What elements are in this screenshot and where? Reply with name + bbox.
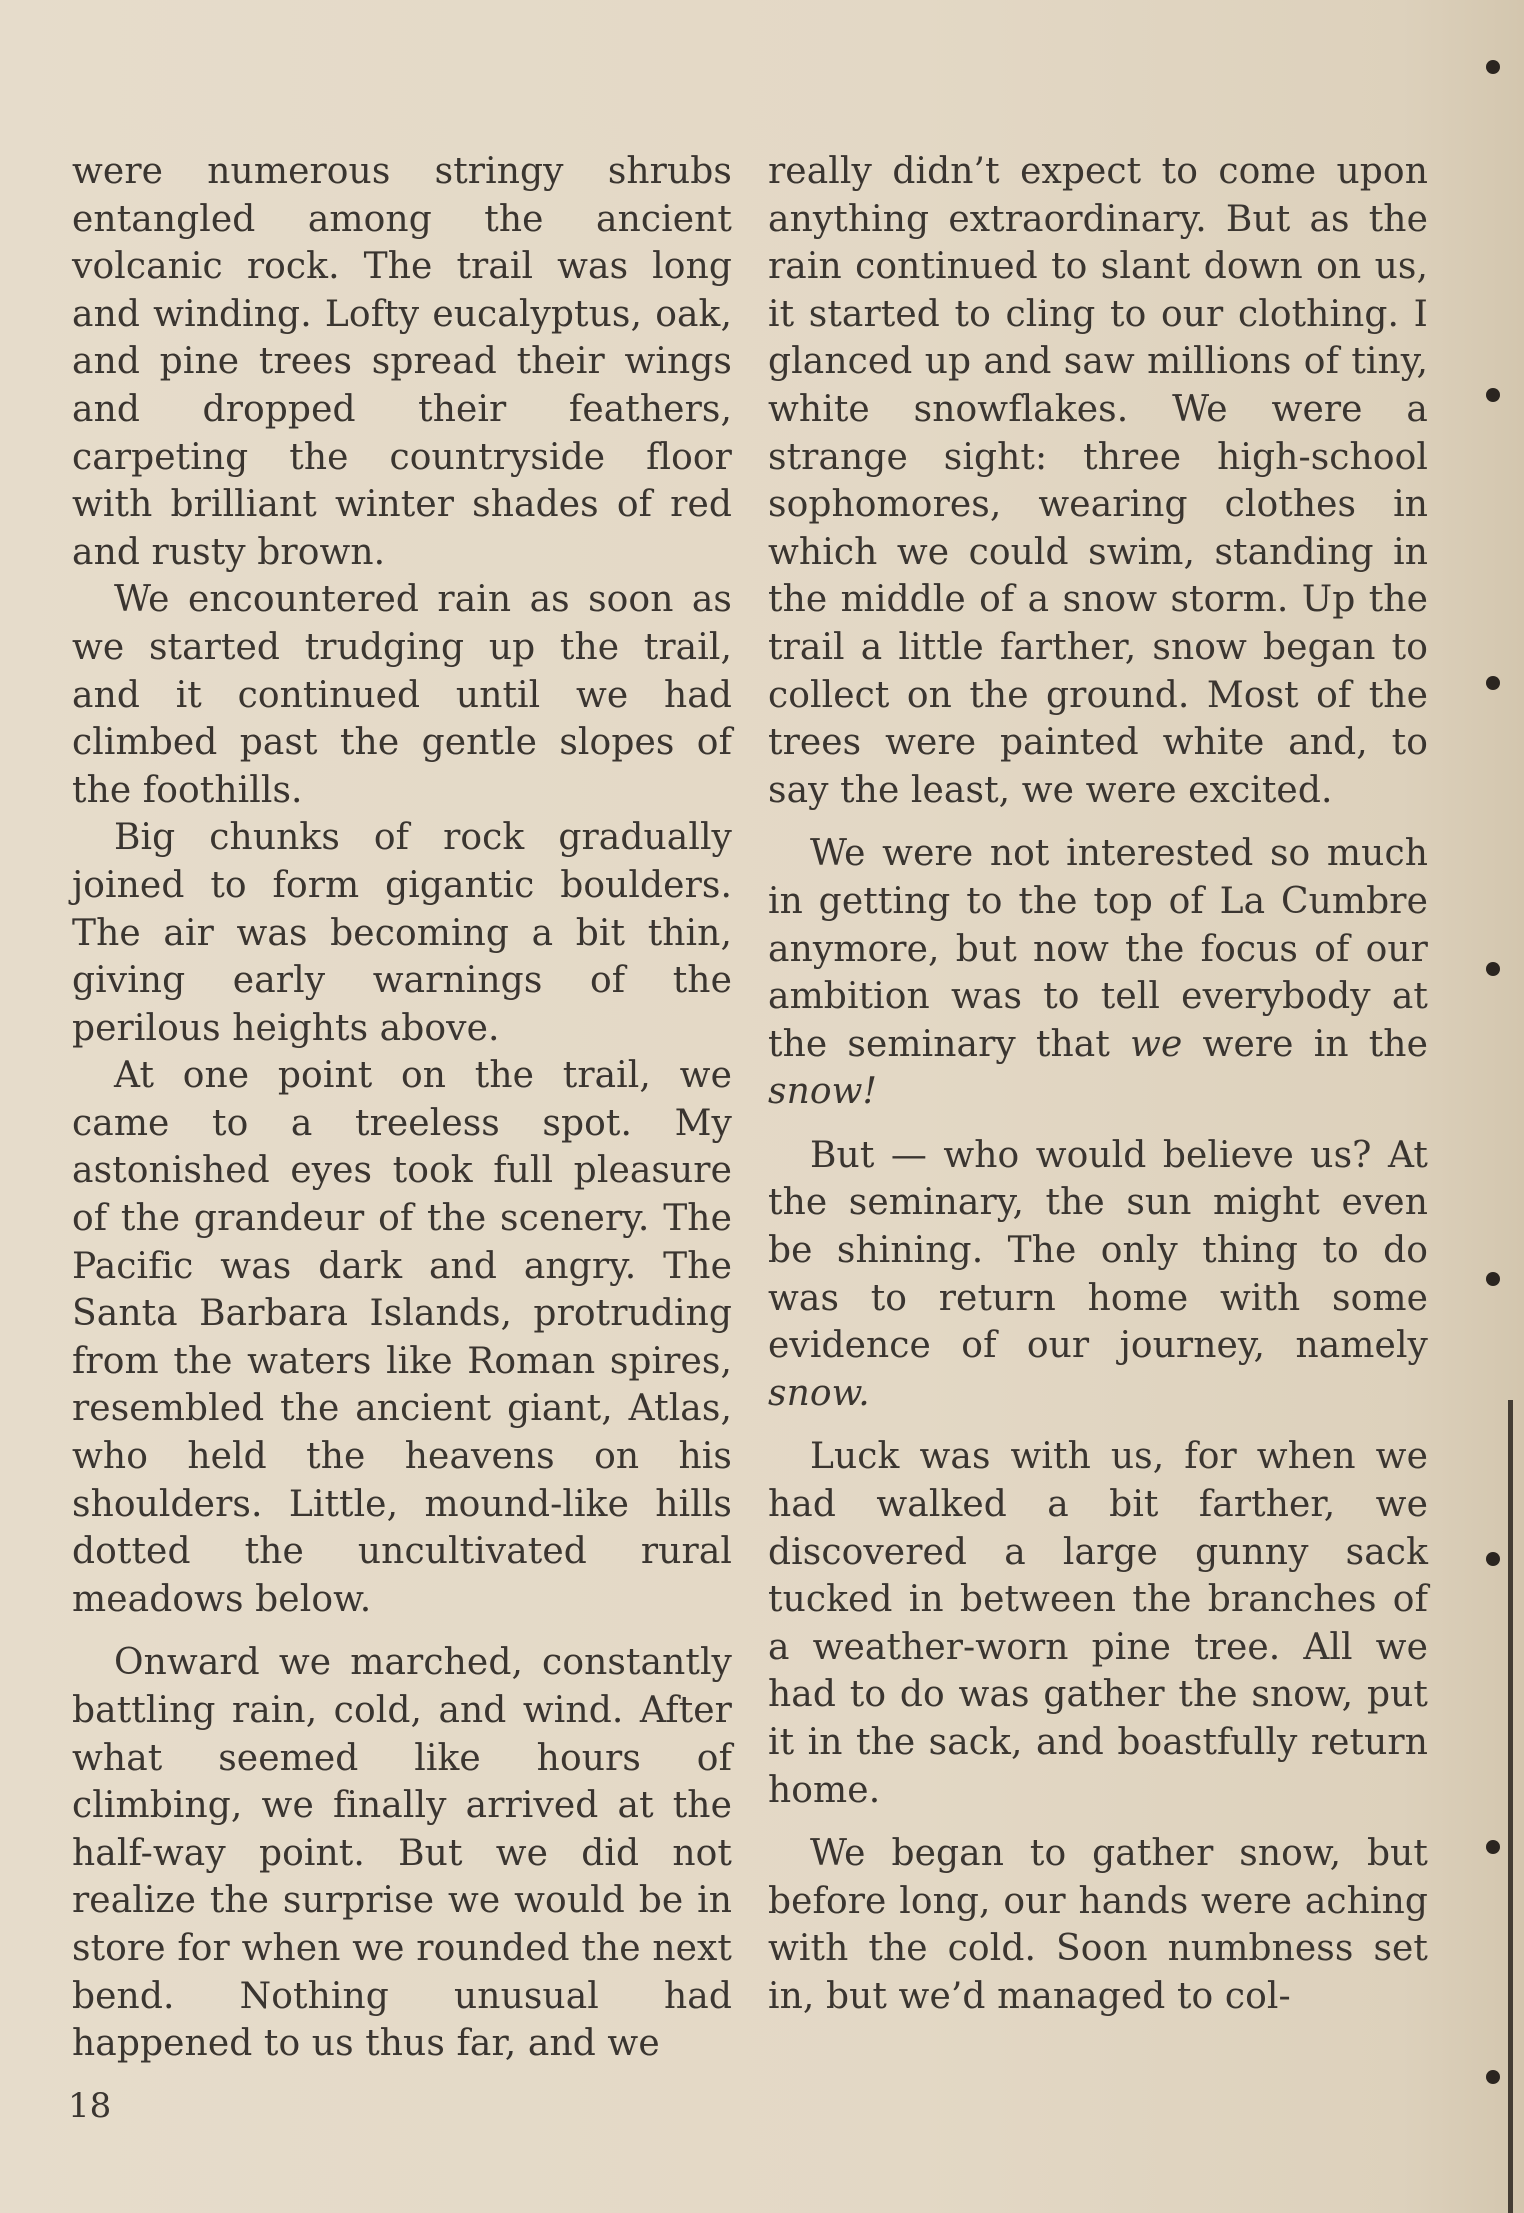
binder-hole-mark: [1486, 60, 1500, 74]
binder-hole-mark: [1486, 1272, 1500, 1286]
binder-hole-mark: [1486, 1840, 1500, 1854]
binding-edge: [1508, 1400, 1513, 2213]
emphasis-we: we: [1130, 1023, 1183, 1065]
right-paragraph-1: really didn’t expect to come upon anything extraordinary. But as the rain continued to slant down on us, it started to cling to our clothing. I glanced up and saw millions of tiny, white snowflakes. We were a strange sight: three high-school sophomores, wearing clothes in which we could swim, standing in the middle of a snow storm. Up the trail a little farther, snow began to collect on the ground. Most of the trees were painted white and, to say the least, we were excited.: [768, 151, 1428, 811]
binder-hole-mark: [1486, 962, 1500, 976]
emphasis-snow-2: snow.: [768, 1372, 870, 1414]
right-column: [768, 148, 1428, 2021]
right-paragraph-2-text-b: were in the: [1182, 1023, 1428, 1065]
right-paragraph-2-text-a: We were not interested so much in getting to the top of La Cumbre anymore, but now the focus of our ambition was to tell everybody at the seminary that: [768, 833, 1428, 1065]
emphasis-snow: snow!: [768, 1071, 878, 1113]
right-paragraph-4: Luck was with us, for when we had walked a bit farther, we discovered a large gunny sack tucked in between the branches of a weather-worn pine tree. All we had to do was gather the snow, put it in the sack, and boastfully return home.: [768, 1436, 1428, 1811]
binder-hole-mark: [1486, 388, 1500, 402]
left-paragraph-1: were numerous stringy shrubs entangled among the ancient volcanic rock. The trail was long and winding. Lofty eucalyptus, oak, and pine trees spread their wings and dropped their feathers, carpeting the countryside floor with brilliant winter shades of red and rusty brown.: [72, 151, 732, 573]
left-column: [72, 148, 732, 2068]
right-paragraph-3-text: But — who would believe us? At the seminary, the sun might even be shining. The only thing to do was to return home with some evidence of our journey, namely: [768, 1134, 1428, 1367]
binder-hole-mark: [1486, 676, 1500, 690]
left-paragraph-3: Big chunks of rock gradually joined to form gigantic boulders. The air was becoming a bit thin, giving early warnings of the perilous heights above.: [72, 817, 732, 1049]
left-paragraph-5: Onward we marched, constantly battling rain, cold, and wind. After what seemed like hours of climbing, we finally arrived at the half-way point. But we did not realize the surprise we would be in store for when we rounded the next bend. Nothing unusual had happened to us thus far, and we: [72, 1642, 732, 2065]
binder-hole-mark: [1486, 1552, 1500, 1566]
left-paragraph-2: We encountered rain as soon as we started trudging up the trail, and it continued until we had climbed past the gentle slopes of the foothills.: [72, 579, 732, 811]
right-paragraph-3: [768, 1132, 1428, 1418]
binder-hole-mark: [1486, 2070, 1500, 2084]
right-paragraph-5: We began to gather snow, but before long, our hands were aching with the cold. Soon numbness set in, but we’d managed to col-: [768, 1833, 1428, 2017]
right-paragraph-2: [768, 830, 1428, 1116]
left-paragraph-4: At one point on the trail, we came to a treeless spot. My astonished eyes took full pleasure of the grandeur of the scenery. The Pacific was dark and angry. The Santa Barbara Islands, protruding from the waters like Roman spires, resembled the ancient giant, Atlas, who held the heavens on his shoulders. Little, mound-like hills dotted the uncultivated rural meadows below.: [72, 1055, 732, 1620]
page-number: 18: [68, 2086, 112, 2126]
